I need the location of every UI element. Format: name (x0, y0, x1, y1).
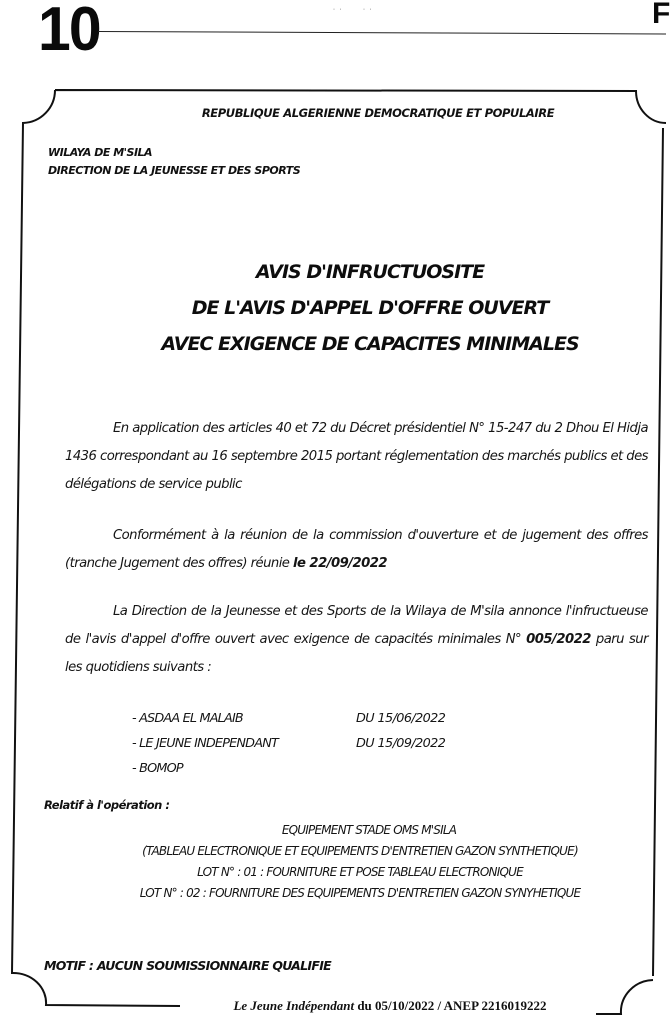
operation-details (100, 820, 620, 904)
title-line: AVIS D'INFRUCTUOSITE (255, 261, 485, 283)
scan-noise: ˙ ˙ (332, 8, 343, 17)
operation-line: LOT N° : 02 : FOURNITURE DES EQUIPEMENTS D'ENTRETIEN GAZON SYNYHETIQUE (139, 886, 581, 900)
list-item (132, 756, 445, 781)
publication-source (190, 998, 590, 1014)
newspaper-name: - BOMOP (132, 761, 183, 776)
motif-statement: MOTIF : AUCUN SOUMISSIONNAIRE QUALIFIE (44, 958, 331, 973)
operation-label: Relatif à l'opération : (44, 798, 170, 812)
title-line: AVEC EXIGENCE DE CAPACITES MINIMALES (161, 333, 579, 355)
paragraph-text: En application des articles 40 et 72 du Décret présidentiel N° 15-247 du 2 Dhou El Hidja 1436 correspondant au 16 septembre 2015 portant réglementation des marchés publics et des délégations de service public (65, 421, 648, 492)
meeting-date: le 22/09/2022 (293, 556, 387, 571)
header-section-letter: F (652, 0, 670, 30)
page-number: 10 (38, 0, 100, 64)
list-item (132, 706, 445, 731)
commission-paragraph (65, 522, 648, 578)
newspaper-name: - ASDAA EL MALAIB (132, 711, 243, 726)
publication-reference: du 05/10/2022 / ANEP 2216019222 (354, 998, 547, 1013)
country-heading: REPUBLIQUE ALGERIENNE DEMOCRATIQUE ET POPULAIRE (201, 106, 555, 120)
announcement-paragraph (65, 598, 648, 682)
publication-name: Le Jeune Indépendant (233, 998, 355, 1013)
legal-basis-paragraph (65, 415, 648, 499)
paragraph-text: Conformément à la réunion de la commission d'ouverture et de jugement des offres (tranche Jugement des offres) réunie (65, 528, 648, 571)
newspaper-list (132, 706, 445, 781)
newspaper-date: DU 15/06/2022 (356, 711, 446, 726)
tender-number: 005/2022 (526, 632, 591, 647)
scan-noise: ˙ ˙ (362, 8, 373, 17)
title-line: DE L'AVIS D'APPEL D'OFFRE OUVERT (191, 297, 549, 319)
operation-line: EQUIPEMENT STADE OMS M'SILA (281, 823, 457, 837)
operation-line: LOT N° : 01 : FOURNITURE ET POSE TABLEAU ELECTRONIQUE (197, 865, 523, 879)
operation-line: (TABLEAU ELECTRONIQUE ET EQUIPEMENTS D'ENTRETIEN GAZON SYNTHETIQUE) (142, 844, 578, 858)
notice-title (130, 254, 610, 362)
paragraph-text: paru sur les quotidiens suivants : (65, 632, 648, 675)
list-item (132, 731, 445, 756)
newspaper-date: DU 15/09/2022 (356, 736, 446, 751)
wilaya-label: WILAYA DE M'SILA (48, 146, 153, 159)
paragraph-text: La Direction de la Jeunesse et des Sports de la Wilaya de M'sila annonce l'infructueuse de l'avis d'appel d'offre ouvert avec exigence de capacités minimales N° (65, 604, 648, 647)
direction-label: DIRECTION DE LA JEUNESSE ET DES SPORTS (48, 164, 301, 177)
newspaper-name: - LE JEUNE INDEPENDANT (132, 736, 278, 751)
